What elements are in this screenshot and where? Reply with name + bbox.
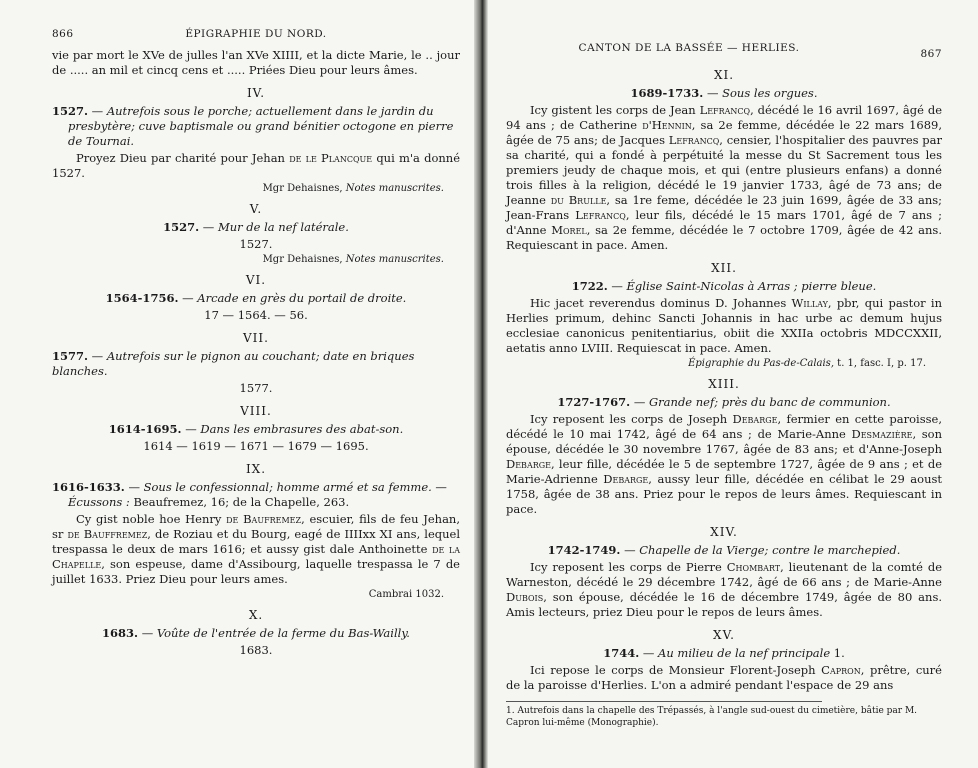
left-page-header bbox=[52, 28, 460, 46]
section-description: Au milieu de la nef principale bbox=[658, 646, 831, 660]
section-description: Chapelle de la Vierge; contre le marchepied. bbox=[639, 543, 901, 557]
section-numeral: XII. bbox=[711, 261, 737, 275]
section-title: 1527. — Mur de la nef latérale. bbox=[163, 220, 349, 234]
section-description: Autrefois sous le porche; actuellement dans le jardin du presbytère; cuve baptismale ou grand bénitier octogone en pierre de Tournai. bbox=[68, 104, 454, 148]
left-page bbox=[0, 0, 474, 768]
right-page-header bbox=[506, 38, 942, 60]
section-date: 1527. bbox=[52, 104, 89, 118]
coats-of-arms: Beaufremez, 16; de la Chapelle, 263. bbox=[129, 495, 350, 509]
inscription-text: 1683. bbox=[239, 643, 273, 657]
person-name: Dubois bbox=[506, 590, 544, 604]
page-number: 866 bbox=[52, 28, 74, 40]
person-name: du Brulle bbox=[550, 193, 607, 207]
person-name: de le Plancque bbox=[289, 151, 373, 165]
section-numeral: IV. bbox=[246, 86, 266, 100]
section-numeral: XV. bbox=[713, 628, 735, 642]
section-numeral: XI. bbox=[713, 68, 735, 82]
section-title: 1744. — Au milieu de la nef principale 1. bbox=[603, 646, 845, 660]
section-description: Église Saint-Nicolas à Arras ; pierre bleue. bbox=[626, 279, 877, 293]
section-description: Mur de la nef latérale. bbox=[217, 220, 349, 234]
inscription-text: Icy gistent les corps de Jean Lefrancq, décédé le 16 avril 1697, âgé de 94 ans ; de Catherine d'Hennin, sa 2e femme, décédée le 22 mars 1689, âgée de 75 ans; de Jacques Lefrancq, censier, l'hospitalier des pauvres par sa charité, qui a fondé à perpétuité la messe du St Sacrement tous les premiers jeudy de chaque mois, et qui (entre plusieurs enfans) a donné trois filles à la religion, décédé le 19 janvier 1733, âgé de 73 ans; de Jeanne du Brulle, sa 1re feme, décédée le 23 juin 1699, âgée de 33 ans; Jean-Frans Lefrancq, leur fils, décédé le 15 mars 1701, âgé de 7 ans ; d'Anne Morel, sa 2e femme, décédée le 7 octobre 1709, âgée de 42 ans. Requiescant in pace. Amen. bbox=[506, 103, 943, 252]
page-number: 867 bbox=[920, 48, 942, 60]
person-name: Desmazière bbox=[851, 427, 913, 441]
section-title: 1683. — Voûte de l'entrée de la ferme du Bas-Wailly. bbox=[102, 626, 410, 640]
inscription-text: 1527. bbox=[239, 237, 273, 251]
inscription-text: Icy reposent les corps de Pierre Chombart, lieutenant de la comté de Warneston, décédé le 29 décembre 1742, âgé de 66 ans ; de Marie-Anne Dubois, son épouse, décédée le 16 de décembre 1749, âgée de 80 ans. Amis lecteurs, priez Dieu pour le repos de leurs âmes. bbox=[506, 560, 942, 619]
person-name: Debarge bbox=[603, 472, 649, 486]
running-head: CANTON DE LA BASSÉE — HERLIES. bbox=[578, 42, 800, 54]
section-description: Voûte de l'entrée de la ferme du Bas-Wailly. bbox=[156, 626, 410, 640]
section-description: Arcade en grès du portail de droite. bbox=[197, 291, 407, 305]
section-date: 1744. bbox=[603, 646, 640, 660]
section-title: 1742-1749. — Chapelle de la Vierge; contre le marchepied. bbox=[547, 543, 901, 557]
section-numeral: VII. bbox=[243, 331, 269, 345]
section-date: 1577. bbox=[52, 349, 89, 363]
section-numeral: XIII. bbox=[708, 377, 740, 391]
inscription-text: Icy reposent les corps de Joseph Debarge, fermier en cette paroisse, décédé le 10 mai 1742, âgé de 64 ans ; de Marie-Anne Desmazière, son épouse, décédée le 30 novembre 1767, âgée de 83 ans; et d'Anne-Joseph Debarge, leur fille, décédée le 5 de septembre 1727, âgée de 9 ans ; et de Marie-Adrienne Debarge, aussy leur fille, décédée en célibat le 29 aoust 1758, âgée de 38 ans. Priez pour le repos de leurs âmes. Requiescant in pace. bbox=[506, 412, 943, 516]
section-description: Autrefois sur le pignon au couchant; date en briques blanches. bbox=[52, 349, 415, 378]
section-numeral: XIV. bbox=[710, 525, 738, 539]
person-name: Morel bbox=[551, 223, 587, 237]
person-name: Lefrancq bbox=[668, 133, 720, 147]
section-numeral: IX. bbox=[245, 462, 267, 476]
section-description: Dans les embrasures des abat-son. bbox=[200, 422, 404, 436]
section-date: 1614-1695. bbox=[108, 422, 182, 436]
section-date: 1527. bbox=[163, 220, 200, 234]
source-citation: Mgr Dehaisnes, Notes manuscrites. bbox=[262, 254, 444, 265]
footnote-marker: 1. bbox=[830, 646, 845, 660]
section-title: 1614-1695. — Dans les embrasures des abat-son. bbox=[108, 422, 404, 436]
inscription-text: 17 — 1564. — 56. bbox=[204, 308, 308, 322]
source-citation: Cambrai 1032. bbox=[368, 589, 444, 600]
person-name: Lefrancq bbox=[575, 208, 626, 222]
section-date: 1727-1767. bbox=[557, 395, 631, 409]
footnote-rule bbox=[506, 701, 822, 702]
inscription-text: 1577. bbox=[239, 381, 273, 395]
source-citation: Épigraphie du Pas-de-Calais, t. 1, fasc. I, p. 17. bbox=[688, 358, 926, 369]
inscription-text: 1614 — 1619 — 1671 — 1679 — 1695. bbox=[143, 439, 369, 453]
section-numeral: X. bbox=[248, 608, 264, 622]
person-name: Debarge bbox=[732, 412, 778, 426]
section-title: 1727-1767. — Grande nef; près du banc de communion. bbox=[557, 395, 891, 409]
section-date: 1722. bbox=[571, 279, 608, 293]
section-date: 1564-1756. bbox=[105, 291, 179, 305]
section-description: Grande nef; près du banc de communion. bbox=[649, 395, 891, 409]
section-description: Sous les orgues. bbox=[722, 86, 818, 100]
inscription-text: Ici repose le corps de Monsieur Florent-Joseph Capron, prêtre, curé de la paroisse d'Herlies. L'on a admiré pendant l'espace de 29 ans bbox=[506, 663, 942, 692]
person-name: de la Chapelle bbox=[52, 542, 461, 571]
section-numeral: V. bbox=[249, 202, 263, 216]
section-title: 1527. — Autrefois sous le porche; actuellement dans le jardin du presbytère; cuve baptismale ou grand bénitier octogone en pierre de Tournai. bbox=[52, 104, 454, 148]
section-date: 1742-1749. bbox=[547, 543, 621, 557]
person-name: Chombart bbox=[726, 560, 781, 574]
section-title: 1616-1633. — Sous le confessionnal; homme armé et sa femme. — Écussons : Beaufremez, 16; de la Chapelle, 263. bbox=[52, 480, 447, 509]
right-page bbox=[488, 0, 978, 768]
continuation-text: vie par mort le XVe de julles l'an XVe XIIII, et la dicte Marie, le .. jour de ..... an mil et cincq cens et ..... Priées Dieu pour leurs âmes. bbox=[52, 48, 460, 77]
inscription-text: Cy gist noble hoe Henry de Baufremez, escuier, fils de feu Jehan, sr de Bauffremez, de Roziau et du Bourg, eagé de IIIIxx XI ans, lequel trespassa le deux de mars 1616; et aussy gist dale Anthoinette de la Chapelle, son espeuse, dame d'Assibourg, laquelle trespassa le 7 de juillet 1633. Priez Dieu pour leurs ames. bbox=[52, 512, 461, 586]
section-numeral: VI. bbox=[245, 273, 267, 287]
inscription-text: Hic jacet reverendus dominus D. Johannes Willay, pbr, qui pastor in Herlies primum, dehinc Sancti Johannis in hac urbe ac demum hujus ecclesiae canonicus penitentiarius, obiit die XXIIa octobris MDCCXXII, aetatis anno LVIII. Requiescat in pace. Amen. bbox=[506, 296, 942, 355]
person-name: de Baufremez bbox=[226, 512, 302, 526]
section-numeral: VIII. bbox=[240, 404, 272, 418]
person-name: d'Hennin bbox=[642, 118, 692, 132]
person-name: Lefrancq bbox=[699, 103, 751, 117]
section-title: 1722. — Église Saint-Nicolas à Arras ; pierre bleue. bbox=[571, 279, 877, 293]
person-name: de Bauffremez bbox=[67, 527, 148, 541]
person-name: Debarge bbox=[506, 457, 551, 471]
person-name: Willay bbox=[791, 296, 828, 310]
source-citation: Mgr Dehaisnes, Notes manuscrites. bbox=[262, 183, 444, 194]
section-date: 1683. bbox=[102, 626, 139, 640]
section-date: 1616-1633. bbox=[52, 480, 125, 494]
footnote: 1. Autrefois dans la chapelle des Trépassés, à l'angle sud-ouest du cimetière, bâtie par M. Capron lui-même (Monographie). bbox=[506, 706, 918, 728]
inscription-text: Proyez Dieu par charité pour Jehan de le Plancque qui m'a donné 1527. bbox=[52, 151, 461, 180]
person-name: Capron bbox=[821, 663, 861, 677]
section-title: 1577. — Autrefois sur le pignon au couchant; date en briques blanches. bbox=[52, 349, 415, 378]
section-date: 1689-1733. bbox=[630, 86, 704, 100]
section-description: Sous le confessionnal; homme armé et sa femme. — Écussons : bbox=[68, 480, 447, 509]
running-head: ÉPIGRAPHIE DU NORD. bbox=[185, 28, 327, 40]
section-title: 1564-1756. — Arcade en grès du portail de droite. bbox=[105, 291, 407, 305]
section-title: 1689-1733. — Sous les orgues. bbox=[630, 86, 818, 100]
book-gutter bbox=[474, 0, 488, 768]
